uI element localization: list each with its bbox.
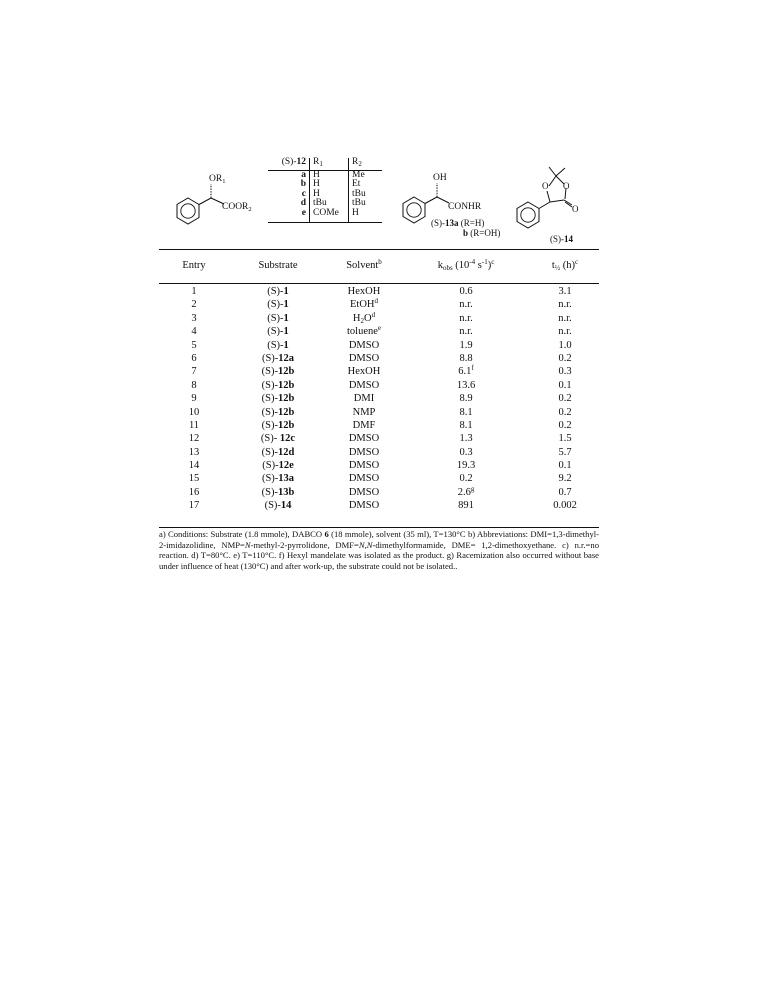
substituent-id: c xyxy=(268,190,310,200)
cell-solvent: DMSO xyxy=(348,500,380,512)
table-row xyxy=(159,312,599,325)
cell-thalf: n.r. xyxy=(558,312,572,324)
cell-entry: 7 xyxy=(191,366,197,378)
o-label-3: O xyxy=(572,204,579,214)
cell-thalf: 0.2 xyxy=(558,393,572,405)
substituent-r2: Me xyxy=(352,169,365,180)
cell-thalf: 0.002 xyxy=(553,500,577,512)
header-substrate: Substrate xyxy=(258,260,298,271)
table-row xyxy=(159,432,599,445)
substituent-id: a xyxy=(268,170,310,180)
header-solvent: Solvent$^b$ xyxy=(346,258,382,271)
table-row xyxy=(159,339,599,352)
cell-entry: 14 xyxy=(188,460,200,472)
cell-entry: 3 xyxy=(191,312,197,324)
table-row xyxy=(159,499,599,512)
o-label-2: O xyxy=(563,181,570,191)
cell-entry: 13 xyxy=(188,446,200,458)
cell-thalf: 1.5 xyxy=(558,433,572,445)
cell-substrate: (S)-13a xyxy=(261,473,295,485)
table-row xyxy=(159,352,599,365)
substituent-r1: COMe xyxy=(310,209,349,222)
cell-thalf: n.r. xyxy=(558,326,572,338)
table-row xyxy=(159,379,599,392)
cell-solvent: NMP xyxy=(352,406,376,418)
oh-label: OH xyxy=(433,173,447,183)
cell-kobs: 891 xyxy=(458,500,474,512)
substituent-row xyxy=(268,209,382,222)
substituent-r1: H xyxy=(310,170,349,180)
table-row xyxy=(159,298,599,311)
cell-substrate: (S)-1 xyxy=(267,339,289,351)
o-label-1: O xyxy=(542,181,549,191)
substituent-r2: Et xyxy=(352,179,361,190)
cell-entry: 6 xyxy=(191,352,197,364)
cell-thalf: 0.7 xyxy=(558,486,572,498)
cell-substrate: (S)-13b xyxy=(261,486,295,498)
cell-solvent: DMSO xyxy=(348,339,380,351)
cell-substrate: (S)-14 xyxy=(264,500,292,512)
table-row xyxy=(159,472,599,485)
cell-substrate: (S)-1 xyxy=(267,312,289,324)
table-row xyxy=(159,285,599,298)
cell-substrate: (S)-1 xyxy=(267,299,289,311)
cell-substrate: (S)-1 xyxy=(267,286,289,297)
cell-substrate: (S)-12b xyxy=(261,393,295,405)
table-row xyxy=(159,419,599,432)
cell-solvent: DMSO xyxy=(348,460,380,472)
cell-thalf: 3.1 xyxy=(558,286,572,297)
cell-solvent: DMSO xyxy=(348,433,380,445)
coor2-label: $COOR_2$ xyxy=(222,202,252,213)
cell-solvent: toluene$^e$ xyxy=(346,324,382,338)
cell-entry: 2 xyxy=(191,299,197,311)
label-13b: b (R=OH) xyxy=(463,228,501,238)
substituent-row xyxy=(268,170,382,180)
cell-thalf: 5.7 xyxy=(558,446,572,458)
cell-entry: 4 xyxy=(191,326,197,338)
structure-12 xyxy=(160,160,270,230)
compound-header: (S)-12 xyxy=(268,158,310,170)
cell-thalf: 0.2 xyxy=(558,406,572,418)
cell-kobs: 1.9 xyxy=(459,339,473,351)
cell-kobs: n.r. xyxy=(459,299,473,311)
table-header xyxy=(159,249,599,284)
substituent-table-header xyxy=(268,158,382,170)
substituent-r1: H xyxy=(310,180,349,190)
substituent-id: d xyxy=(268,199,310,209)
cell-kobs: 13.6 xyxy=(456,379,476,391)
cell-entry: 1 xyxy=(191,286,197,297)
label-13a: (S)-13a (R=H) xyxy=(431,218,485,228)
cell-entry: 5 xyxy=(191,339,197,351)
substituent-r1: tBu xyxy=(310,199,349,209)
table-body xyxy=(159,285,599,513)
r2-header: $R_2$ xyxy=(349,158,383,170)
cell-thalf: 0.1 xyxy=(558,460,572,472)
cell-thalf: 0.1 xyxy=(558,379,572,391)
cell-thalf: 9.2 xyxy=(558,473,572,485)
header-thalf: $t_{\frac{1}{2}}$ $(h)^c$ xyxy=(551,258,579,272)
cell-entry: 9 xyxy=(191,393,197,405)
cell-solvent: HexOH xyxy=(347,286,381,297)
table-bottom-rule xyxy=(159,527,599,528)
substituent-id: e xyxy=(268,209,310,222)
cell-substrate: (S)-1 xyxy=(267,326,289,338)
cell-kobs: 0.2 xyxy=(459,473,473,485)
header-kobs: $k_{obs}$ ($10^{-4}$ $s^{-1})^c$ xyxy=(437,258,495,272)
cell-substrate: (S)-12e xyxy=(262,460,294,472)
cell-kobs: 8.1 xyxy=(459,406,473,418)
table-row xyxy=(159,325,599,338)
substituent-r2: tBu xyxy=(352,188,366,199)
substituent-table xyxy=(268,158,382,223)
cell-solvent: DMSO xyxy=(348,486,380,498)
cell-thalf: 0.2 xyxy=(558,419,572,431)
substituent-id: b xyxy=(268,180,310,190)
cell-solvent: DMF xyxy=(352,419,376,431)
cell-kobs: 1.3 xyxy=(459,433,473,445)
conhr-label: CONHR xyxy=(448,202,482,212)
substituent-r2: tBu xyxy=(352,198,366,209)
cell-solvent: EtOH$^d$ xyxy=(350,297,378,311)
cell-substrate: (S)-12b xyxy=(261,406,295,418)
label-14: (S)-14 xyxy=(550,234,573,244)
cell-thalf: 0.2 xyxy=(558,352,572,364)
cell-solvent: DMI xyxy=(353,393,375,405)
cell-kobs: 0.6 xyxy=(459,286,473,297)
cell-solvent: DMSO xyxy=(348,473,380,485)
cell-substrate: (S)-12b xyxy=(261,366,295,378)
cell-substrate: (S)-12b xyxy=(261,379,295,391)
r1-header: $R_1$ xyxy=(310,158,349,170)
cell-kobs: 8.1 xyxy=(459,419,473,431)
cell-substrate: (S)- 12c xyxy=(260,433,296,445)
structure-14 xyxy=(508,160,603,245)
cell-thalf: n.r. xyxy=(558,299,572,311)
cell-thalf: 1.0 xyxy=(558,339,572,351)
cell-entry: 17 xyxy=(188,500,200,512)
or1-label: $OR_1$ xyxy=(209,174,226,185)
cell-entry: 16 xyxy=(188,486,200,498)
cell-substrate: (S)-12b xyxy=(261,419,295,431)
cell-kobs: 19.3 xyxy=(456,460,476,472)
cell-entry: 12 xyxy=(188,433,200,445)
cell-solvent: DMSO xyxy=(348,446,380,458)
cell-solvent: $H_2O^d$ xyxy=(352,310,376,325)
cell-kobs: 6.1$^f$ xyxy=(458,364,474,378)
cell-entry: 10 xyxy=(188,406,200,418)
cell-substrate: (S)-12a xyxy=(261,352,295,364)
cell-kobs: 8.9 xyxy=(459,393,473,405)
cell-thalf: 0.3 xyxy=(558,366,572,378)
cell-solvent: DMSO xyxy=(348,352,380,364)
table-row xyxy=(159,365,599,378)
cell-entry: 11 xyxy=(188,419,200,431)
table-row xyxy=(159,486,599,499)
cell-kobs: 8.8 xyxy=(459,352,473,364)
cell-kobs: 2.6$^g$ xyxy=(457,484,475,498)
structure-13 xyxy=(393,165,518,245)
table-footnote: a) Conditions: Substrate (1.8 mmole), DABCO 6 (18 mmole), solvent (35 ml), T=130°C b) Abbreviations: DMI=1,3-dimethyl-2-imidazolidine, NMP=N-methyl-2-pyrrolidone, DMF=N,N-dimethylformamide, DME= 1,2-dimethoxyethane. c) n.r.=no reaction. d) T=80°C. e) T=110°C. f) Hexyl mandelate was isolated as the product. g) Racemization also occurred without base under influence of heat (130°C) and after work-up, the substrate could not be isolated.. xyxy=(159,529,599,571)
substituent-r1: H xyxy=(310,190,349,200)
table-row xyxy=(159,446,599,459)
cell-kobs: n.r. xyxy=(459,312,473,324)
cell-substrate: (S)-12d xyxy=(261,446,295,458)
cell-solvent: HexOH xyxy=(347,366,381,378)
cell-entry: 8 xyxy=(191,379,197,391)
cell-kobs: 0.3 xyxy=(459,446,473,458)
header-entry: Entry xyxy=(182,260,206,271)
cell-entry: 15 xyxy=(188,473,200,485)
table-row xyxy=(159,406,599,419)
table-row xyxy=(159,459,599,472)
cell-solvent: DMSO xyxy=(348,379,380,391)
table-row xyxy=(159,392,599,405)
cell-kobs: n.r. xyxy=(459,326,473,338)
substituent-r2: H xyxy=(349,209,383,222)
